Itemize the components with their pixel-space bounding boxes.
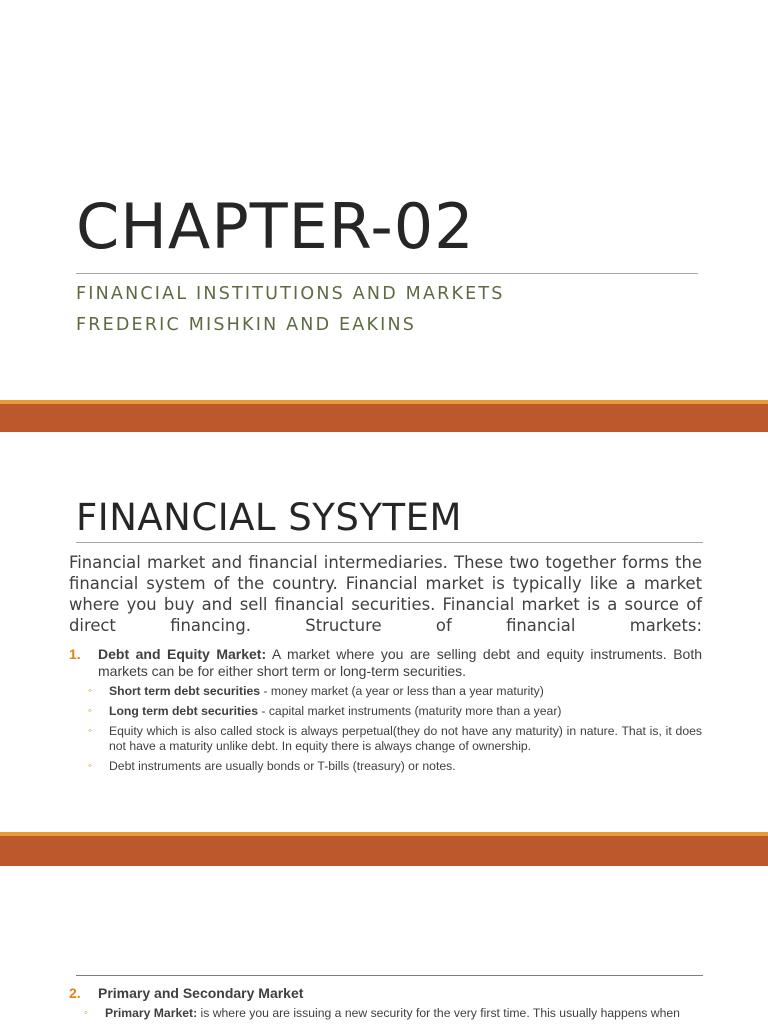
list-item: [88, 684, 702, 699]
title-slide: [0, 0, 768, 400]
title-divider: [76, 542, 703, 543]
slide-separator-accent: [0, 832, 768, 836]
content-slide-markets: [0, 866, 768, 1024]
item-heading: Debt and Equity Market:: [98, 646, 267, 662]
list-item: [88, 704, 702, 719]
bullet-text: - capital market instruments (maturity more than a year): [258, 704, 562, 718]
chapter-title: CHAPTER-02: [76, 190, 475, 263]
bullet-bold: Primary Market:: [105, 1006, 198, 1020]
slide-separator-band: [0, 832, 768, 866]
item-text: [98, 646, 702, 680]
sub-bullet-list: [84, 1006, 702, 1024]
sub-bullet-list: [88, 684, 702, 779]
title-divider: [76, 975, 703, 976]
slide-title: FINANCIAL SYSYTEM: [76, 496, 462, 539]
item-body: A market where you are selling debt and equity instruments. Both markets can be for either short term or long-term securities.: [98, 646, 702, 679]
list-item: [88, 759, 702, 774]
bullet-circle-icon: ◦: [88, 685, 92, 697]
list-item: [84, 1006, 702, 1021]
bullet-bold: Short term debt securities: [109, 684, 261, 698]
bullet-circle-icon: ◦: [84, 1007, 88, 1019]
title-divider: [76, 273, 698, 274]
bullet-text: Debt instruments are usually bonds or T-bills (treasury) or notes.: [109, 759, 456, 773]
list-item: [88, 724, 702, 754]
chapter-subtitle-line1: FINANCIAL INSTITUTIONS AND MARKETS: [76, 284, 505, 304]
bullet-bold: Long term debt securities: [109, 704, 258, 718]
item-heading: Primary and Secondary Market: [98, 985, 304, 1001]
item-number: 2.: [69, 985, 81, 1001]
item-text: [98, 985, 702, 1002]
chapter-subtitle-line2: FREDERIC MISHKIN AND EAKINS: [76, 315, 417, 335]
bullet-text: Equity which is also called stock is always perpetual(they do not have any maturity) in nature. That is, it does not have a maturity unlike debt. In equity there is always change of ownership.: [109, 724, 702, 753]
item-number: 1.: [69, 646, 81, 662]
bullet-text: - money market (a year or less than a year maturity): [260, 684, 544, 698]
intro-paragraph: Financial market and financial intermediaries. These two together forms the financial system of the country. Financial market is typically like a market where you buy and sell financial securities. Financial market is a source of direct financing. Structure of financial markets:: [69, 553, 702, 635]
bullet-circle-icon: ◦: [88, 725, 92, 737]
numbered-item-primary-secondary: [69, 985, 702, 1002]
content-slide-financial-system: [0, 432, 768, 832]
bullet-circle-icon: ◦: [88, 705, 92, 717]
bullet-circle-icon: ◦: [88, 760, 92, 772]
bullet-text: is where you are issuing a new security for the very first time. This usually happens when: [197, 1006, 680, 1020]
numbered-item-debt-equity: [69, 646, 702, 680]
slide-separator-band: [0, 400, 768, 432]
slide-separator-accent: [0, 400, 768, 404]
